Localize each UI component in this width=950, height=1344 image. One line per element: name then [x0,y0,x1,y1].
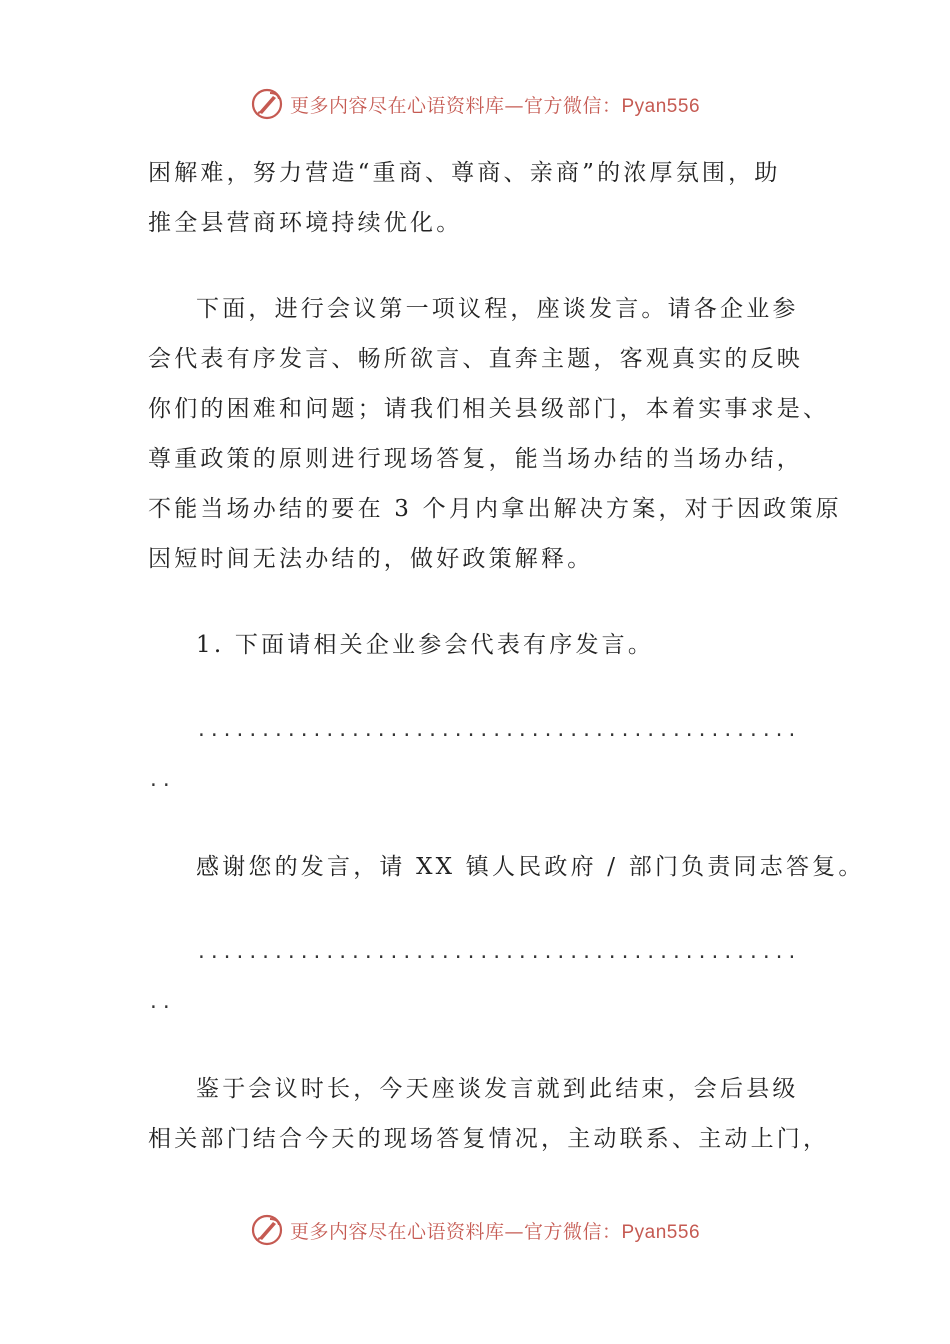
text-line: 1. 下面请相关企业参会代表有序发言。 [196,632,655,658]
quill-pen-icon [250,87,284,121]
ellipsis-block-2 [148,928,818,1028]
text-line: 你们的困难和问题；请我们相关县级部门，本着实事求是、 [148,396,830,422]
dotted-line: .. [148,770,174,791]
text-line: 感谢您的发言，请 XX 镇人民政府 / 部门负责同志答复。 [196,854,865,880]
text-line: 因短时间无法办结的，做好政策解释。 [148,546,594,572]
ellipsis-block-1 [148,706,818,806]
paragraph-4 [148,842,865,892]
dotted-line: .. [148,992,174,1013]
text-line: 鉴于会议时长，今天座谈发言就到此结束，会后县级 [196,1076,799,1102]
quill-pen-icon [250,1213,284,1247]
paragraph-1 [148,148,818,248]
text-line: 下面，进行会议第一项议程，座谈发言。请各企业参 [196,296,799,322]
text-line: 不能当场办结的要在 3 个月内拿出解决方案，对于因政策原 [148,496,842,522]
text-line: 会代表有序发言、畅所欲言、直奔主题，客观真实的反映 [148,346,803,372]
text-line: 推全县营商环境持续优化。 [148,210,463,236]
paragraph-5 [148,1064,830,1164]
document-body [148,148,865,1164]
text-line: 相关部门结合今天的现场答复情况，主动联系、主动上门， [148,1126,830,1152]
dotted-line: ............................................... [196,942,800,963]
wechat-id: Pyan556 [621,95,701,117]
banner-text: 更多内容尽在心语资料库—官方微信：Pyan556 [289,1220,701,1243]
footer-banner [0,1212,950,1248]
header-banner [0,86,950,122]
text-line: 困解难，努力营造“重商、尊商、亲商”的浓厚氛围，助 [148,160,781,186]
dotted-line: ............................................... [196,720,800,741]
wechat-id: Pyan556 [621,1221,701,1243]
paragraph-3 [148,620,818,670]
banner-text: 更多内容尽在心语资料库—官方微信：Pyan556 [289,94,701,117]
paragraph-2 [148,284,842,584]
text-line: 尊重政策的原则进行现场答复，能当场办结的当场办结， [148,446,803,472]
